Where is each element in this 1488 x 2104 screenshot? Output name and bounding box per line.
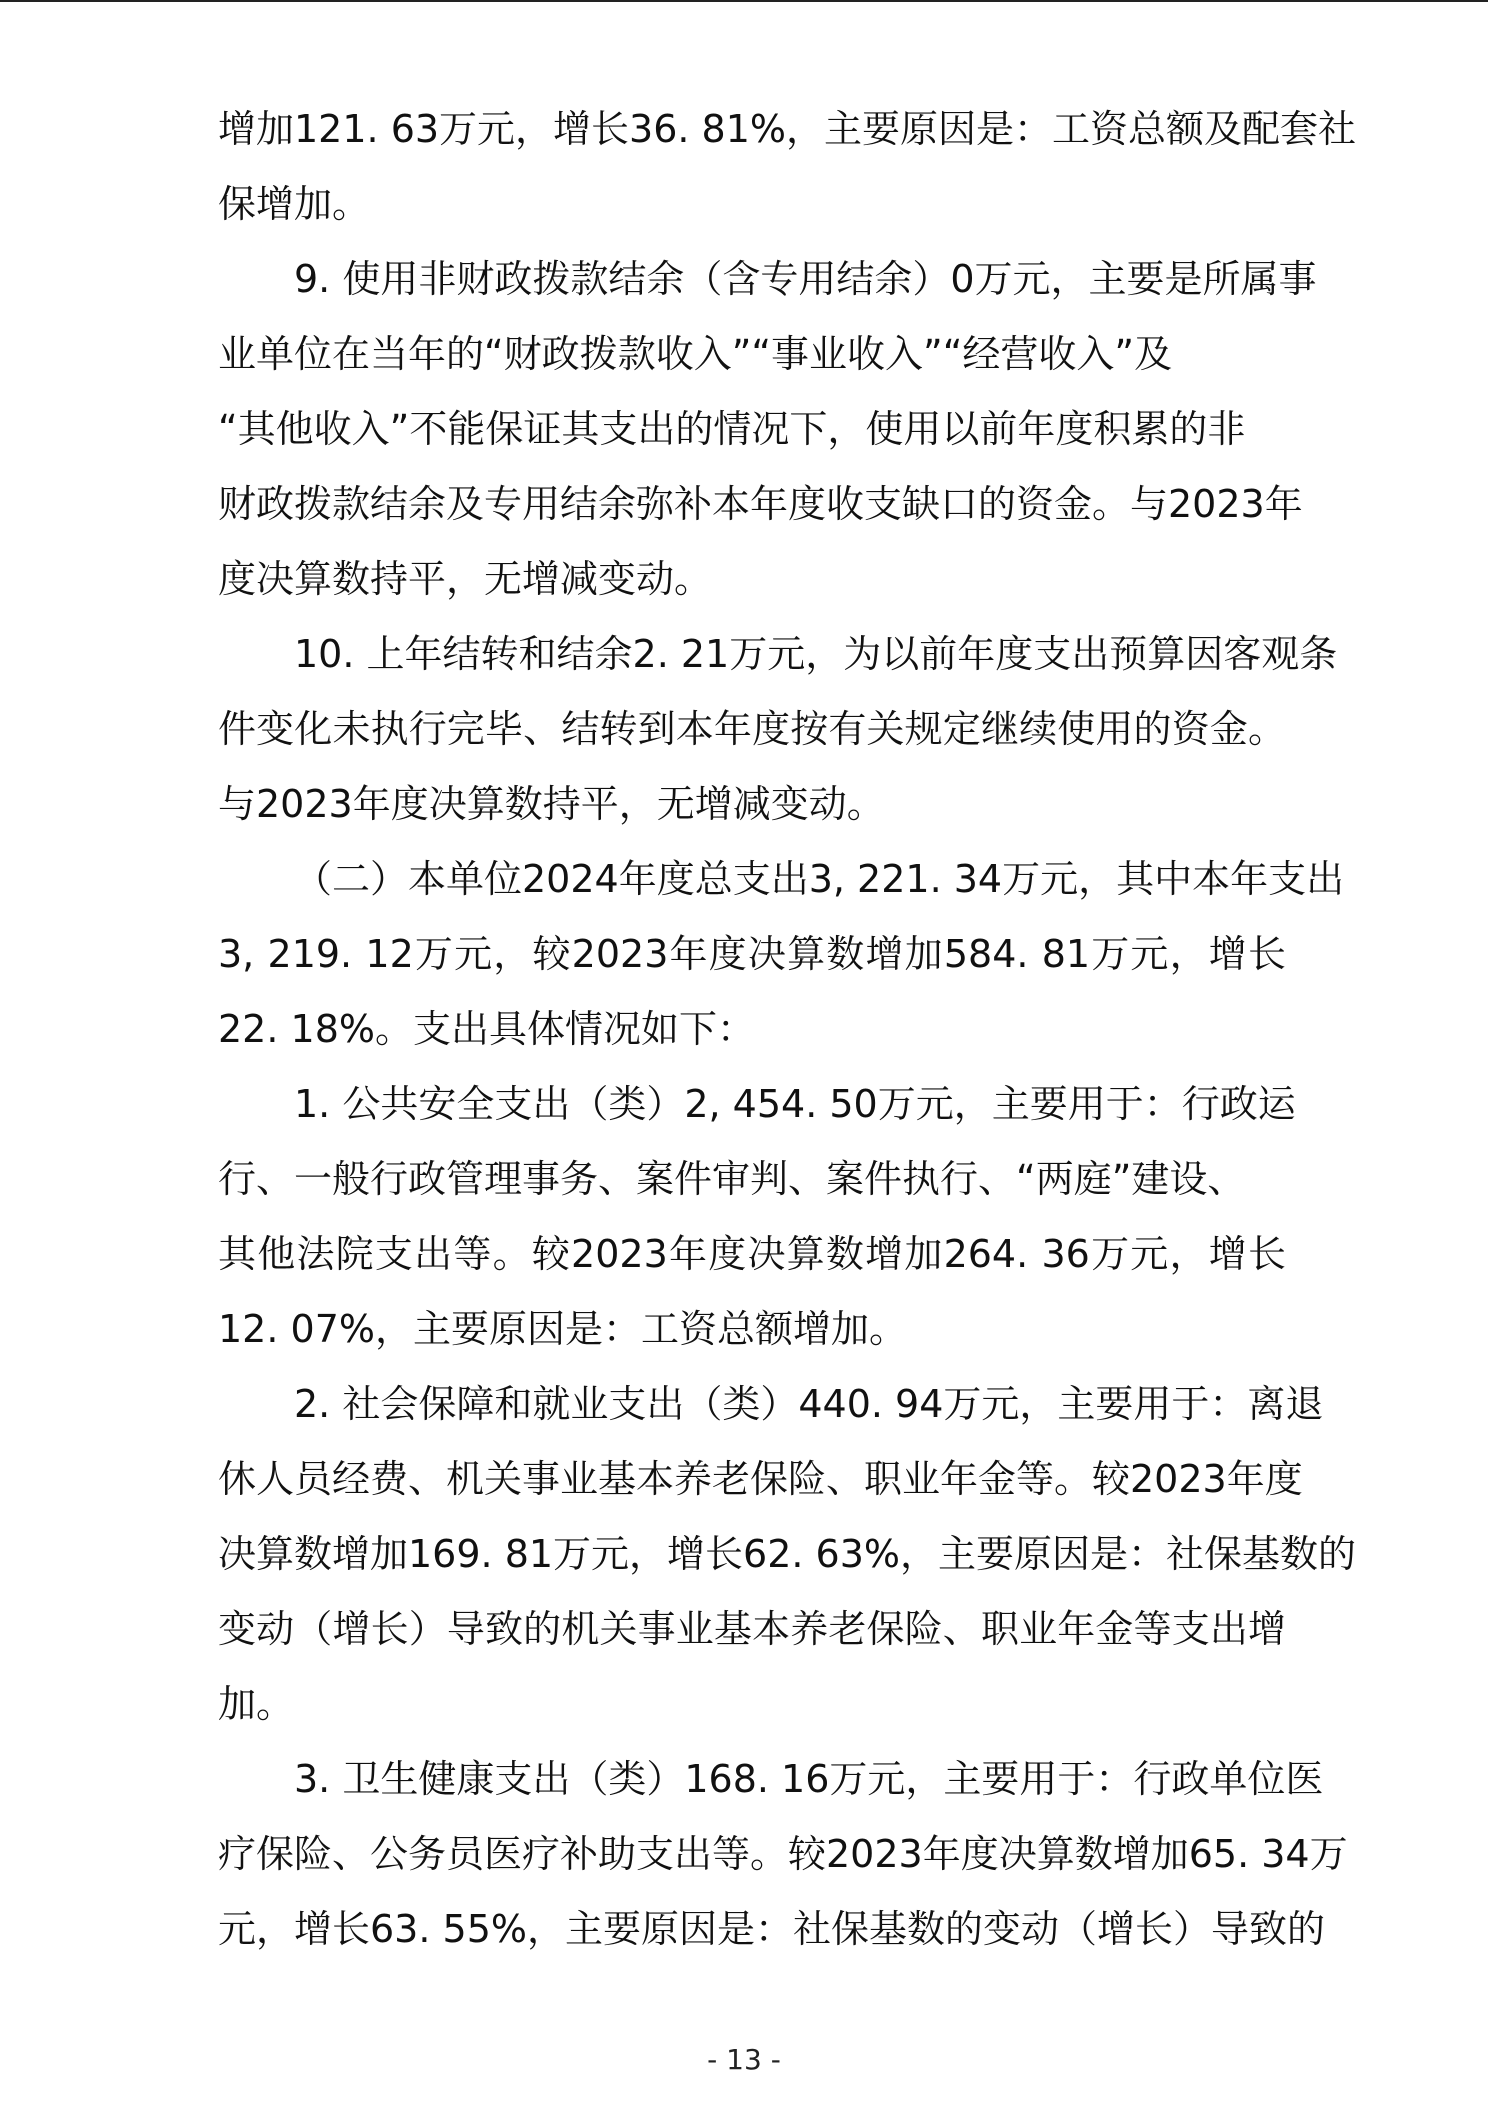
paragraph-expense-3 — [218, 1742, 1348, 1967]
text-line: 3, 219. 12万元，较2023年度决算数增加584. 81万元，增长 — [218, 932, 1286, 976]
text-line: 业单位在当年的“财政拨款收入”“事业收入”“经营收入”及 — [218, 332, 1173, 376]
text-line: 3. 卫生健康支出（类）168. 16万元，主要用于：行政单位医 — [294, 1757, 1324, 1801]
text-line: （二）本单位2024年度总支出3, 221. 34万元，其中本年支出 — [294, 857, 1345, 901]
text-line: 1. 公共安全支出（类）2, 454. 50万元，主要用于：行政运 — [294, 1082, 1296, 1126]
document-body — [218, 92, 1357, 1967]
paragraph-item-10 — [218, 617, 1338, 842]
text-line: 行、一般行政管理事务、案件审判、案件执行、“两庭”建设、 — [218, 1157, 1246, 1201]
text-line: 2. 社会保障和就业支出（类）440. 94万元，主要用于：离退 — [294, 1382, 1324, 1426]
text-line: 元，增长63. 55%，主要原因是：社保基数的变动（增长）导致的 — [218, 1907, 1325, 1951]
text-line: 增加121. 63万元，增长36. 81%，主要原因是：工资总额及配套社 — [218, 107, 1357, 151]
text-line: 疗保险、公务员医疗补助支出等。较2023年度决算数增加65. 34万 — [218, 1832, 1348, 1876]
paragraph-salary-increase-tail — [218, 92, 1357, 242]
text-line: “其他收入”不能保证其支出的情况下，使用以前年度积累的非 — [218, 407, 1246, 451]
text-line: 加。 — [218, 1682, 295, 1726]
page-top-border — [0, 0, 1488, 2]
paragraph-section-2 — [218, 842, 1345, 1067]
text-line: 变动（增长）导致的机关事业基本养老保险、职业年金等支出增 — [218, 1607, 1286, 1651]
paragraph-expense-2 — [218, 1367, 1357, 1742]
text-line: 其他法院支出等。较2023年度决算数增加264. 36万元，增长 — [218, 1232, 1286, 1276]
text-line: 保增加。 — [218, 182, 371, 226]
text-line: 休人员经费、机关事业基本养老保险、职业年金等。较2023年度 — [218, 1457, 1303, 1501]
text-line: 财政拨款结余及专用结余弥补本年度收支缺口的资金。与2023年 — [218, 482, 1303, 526]
text-line: 度决算数持平，无增减变动。 — [218, 557, 713, 601]
text-line: 件变化未执行完毕、结转到本年度按有关规定继续使用的资金。 — [218, 707, 1286, 751]
text-line: 决算数增加169. 81万元，增长62. 63%，主要原因是：社保基数的 — [218, 1532, 1357, 1576]
text-line: 9. 使用非财政拨款结余（含专用结余）0万元，主要是所属事 — [294, 257, 1317, 301]
page-number: - 13 - — [707, 2043, 781, 2076]
paragraph-item-9 — [218, 242, 1317, 617]
paragraph-expense-1 — [218, 1067, 1296, 1367]
text-line: 22. 18%。支出具体情况如下： — [218, 1007, 755, 1051]
text-line: 与2023年度决算数持平，无增减变动。 — [218, 782, 885, 826]
text-line: 12. 07%，主要原因是：工资总额增加。 — [218, 1307, 907, 1351]
text-line: 10. 上年结转和结余2. 21万元，为以前年度支出预算因客观条 — [294, 632, 1338, 676]
